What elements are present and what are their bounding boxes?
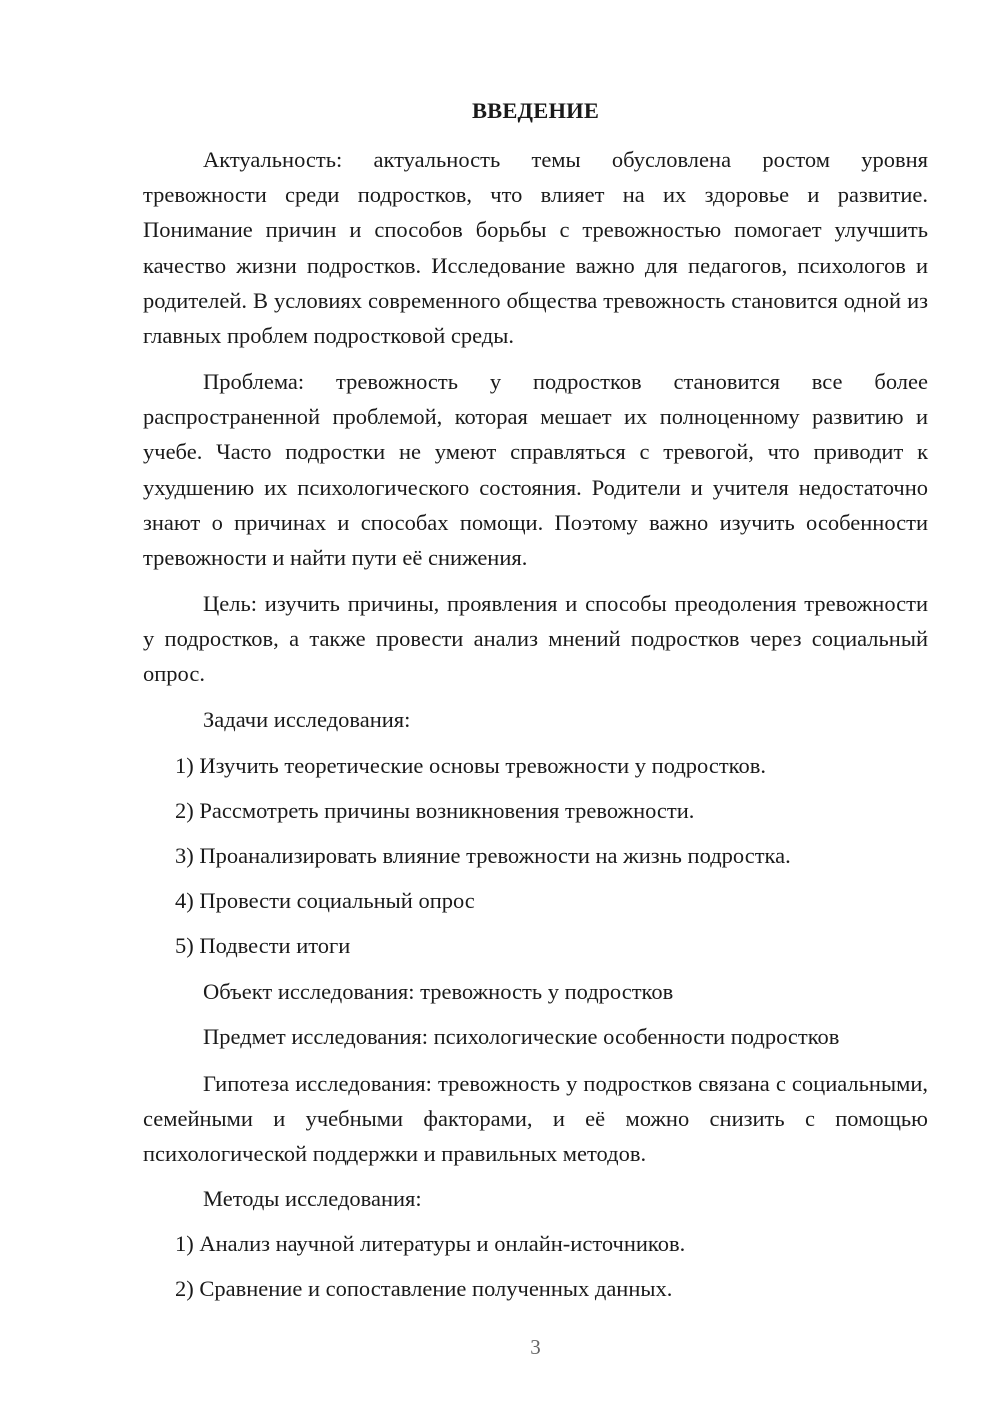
object-line: Объект исследования: тревожность у подростков <box>203 979 674 1004</box>
task-item: 5) Подвести итоги <box>175 933 351 958</box>
document-page <box>143 0 928 1414</box>
task-item: 1) Изучить теоретические основы тревожности у подростков. <box>175 753 766 778</box>
task-item: 2) Рассмотреть причины возникновения тревожности. <box>175 798 695 823</box>
subject-line: Предмет исследования: психологические особенности подростков <box>203 1024 840 1049</box>
hypothesis-paragraph: Гипотеза исследования: тревожность у подростков связана с социальными, семейными и учебными факторами, и её можно снизить с помощью психологической поддержки и правильных методов. <box>143 1071 928 1167</box>
goal-paragraph: Цель: изучить причины, проявления и способы преодоления тревожности у подростков, а также провести анализ мнений подростков через социальный опрос. <box>143 591 928 687</box>
tasks-title: Задачи исследования: <box>203 707 411 732</box>
page-number: 3 <box>530 1335 541 1359</box>
task-item: 3) Проанализировать влияние тревожности на жизнь подростка. <box>175 843 791 868</box>
methods-title: Методы исследования: <box>203 1186 422 1211</box>
relevance-paragraph: Актуальность: актуальность темы обусловлена ростом уровня тревожности среди подростков, что влияет на их здоровье и развитие. Понимание причин и способов борьбы с тревожностью помогает улучшить качество жизни подростков. Исследование важно для педагогов, психологов и родителей. В условиях современного общества тревожность становится одной из главных проблем подростковой среды. <box>143 147 928 349</box>
problem-paragraph: Проблема: тревожность у подростков становится все более распространенной проблемой, которая мешает их полноценному развитию и учебе. Часто подростки не умеют справляться с тревогой, что приводит к ухудшению их психологического состояния. Родители и учителя недостаточно знают о причинах и способах помощи. Поэтому важно изучить особенности тревожности и найти пути её снижения. <box>143 369 928 571</box>
method-item: 1) Анализ научной литературы и онлайн-источников. <box>175 1231 686 1256</box>
method-item: 2) Сравнение и сопоставление полученных данных. <box>175 1276 673 1301</box>
page-title: ВВЕДЕНИЕ <box>471 98 600 123</box>
task-item: 4) Провести социальный опрос <box>175 888 475 913</box>
